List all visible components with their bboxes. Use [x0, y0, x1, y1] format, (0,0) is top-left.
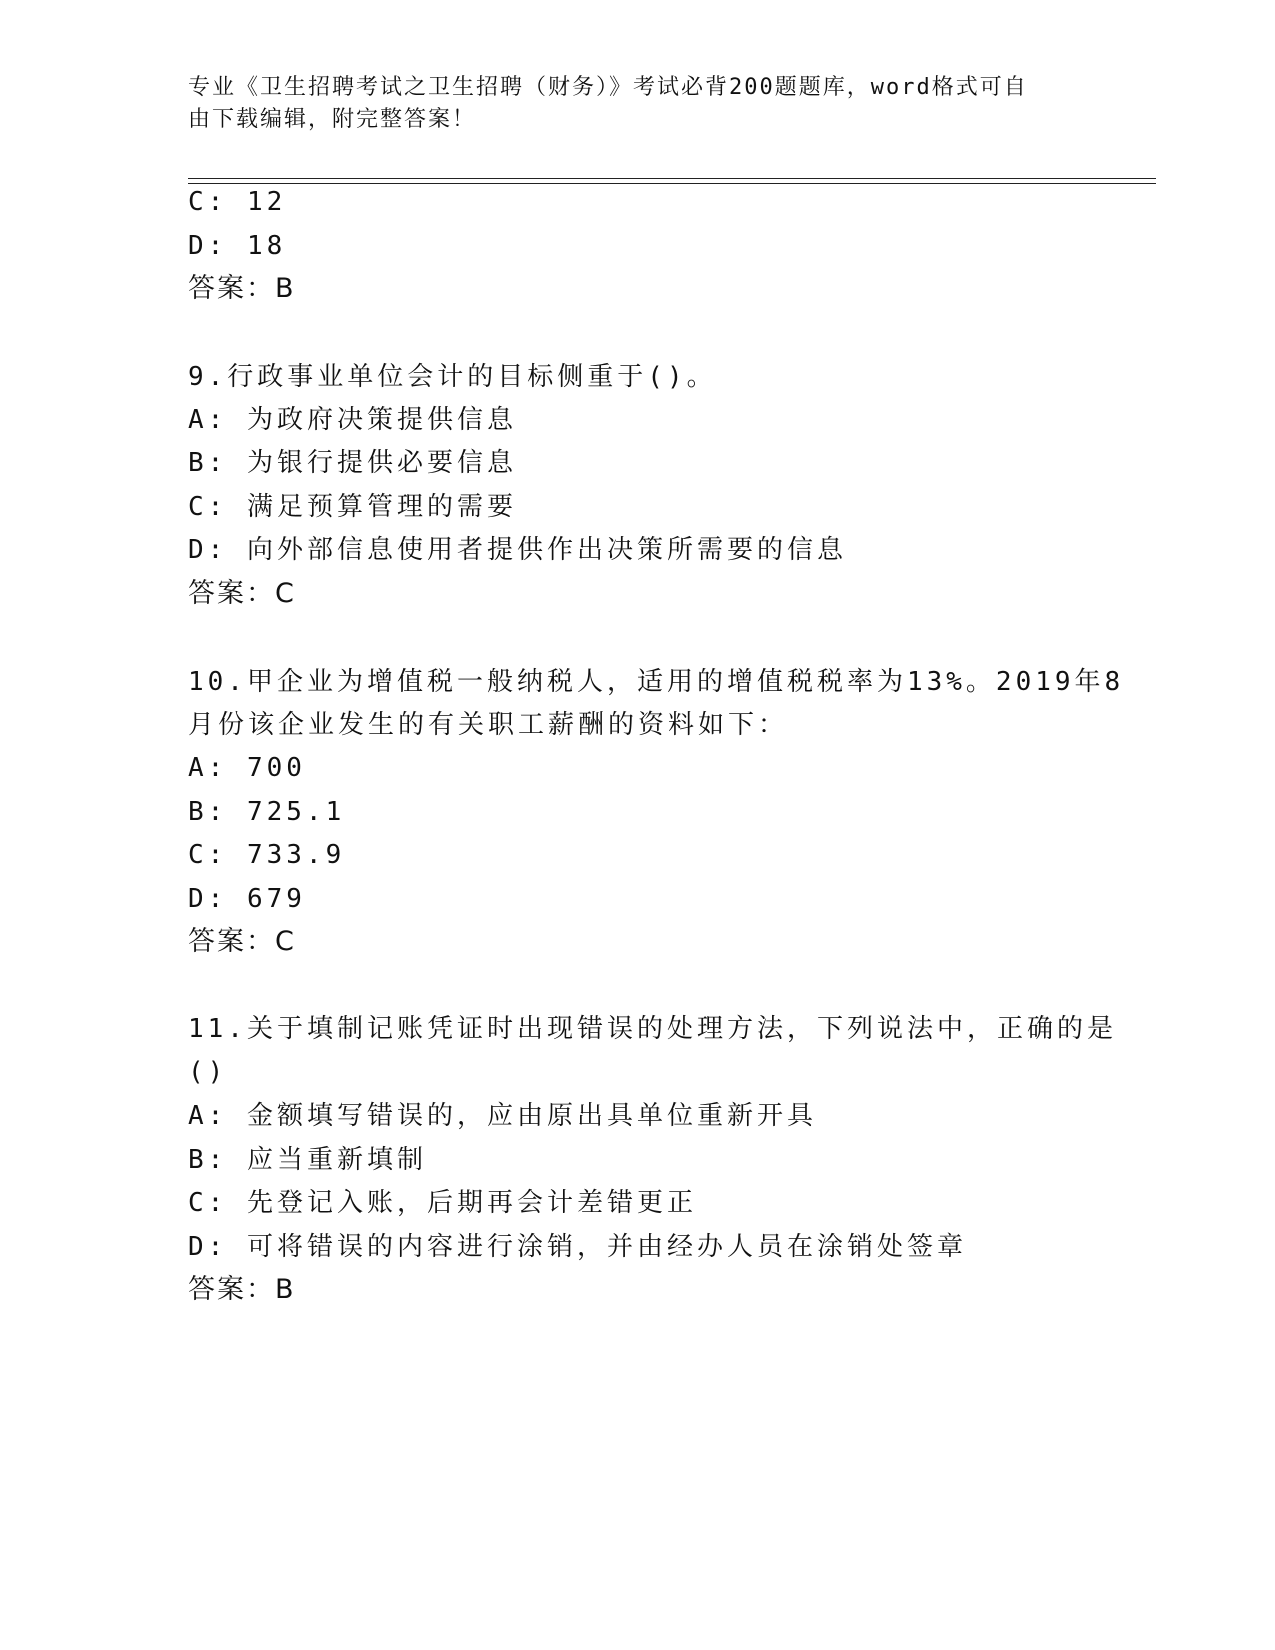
question-10-answer: 答案：C — [188, 926, 296, 957]
question-9-stem: 9.行政事业单位会计的目标侧重于()。 — [188, 362, 717, 392]
question-11-stem-line-2: () — [188, 1057, 228, 1087]
question-11-option-c: C: 先登记入账，后期再会计差错更正 — [188, 1188, 697, 1218]
header-line-1: 专业《卫生招聘考试之卫生招聘（财务）》考试必背200题题库，word格式可自 — [188, 75, 1028, 100]
question-11-stem-line-1: 11.关于填制记账凭证时出现错误的处理方法，下列说法中，正确的是 — [188, 1014, 1117, 1044]
question-10-stem-line-2: 月份该企业发生的有关职工薪酬的资料如下： — [188, 710, 789, 740]
question-10-option-b: B: 725.1 — [188, 797, 346, 827]
answer-line: 答案：B — [188, 273, 296, 304]
header-line-2: 由下载编辑，附完整答案！ — [188, 107, 477, 132]
question-9-option-b: B: 为银行提供必要信息 — [188, 448, 517, 478]
question-9-answer: 答案：C — [188, 578, 296, 609]
question-11-option-d: D: 可将错误的内容进行涂销，并由经办人员在涂销处签章 — [188, 1232, 967, 1262]
header-divider-bottom — [188, 183, 1156, 184]
question-10-option-a: A: 700 — [188, 753, 306, 783]
question-9-option-a: A: 为政府决策提供信息 — [188, 405, 517, 435]
question-11-answer: 答案：B — [188, 1274, 296, 1305]
header-divider-top — [188, 178, 1156, 179]
question-10-stem-line-1: 10.甲企业为增值税一般纳税人，适用的增值税税率为13%。2019年8 — [188, 667, 1125, 697]
option-d: D: 18 — [188, 231, 287, 261]
question-9-option-c: C: 满足预算管理的需要 — [188, 492, 517, 522]
question-10-option-d: D: 679 — [188, 884, 306, 914]
question-10-option-c: C: 733.9 — [188, 840, 346, 870]
document-header — [188, 72, 1068, 136]
option-c: C: 12 — [188, 187, 287, 217]
question-11-option-a: A: 金额填写错误的，应由原出具单位重新开具 — [188, 1101, 817, 1131]
question-11-option-b: B: 应当重新填制 — [188, 1145, 427, 1175]
question-9-option-d: D: 向外部信息使用者提供作出决策所需要的信息 — [188, 535, 847, 565]
